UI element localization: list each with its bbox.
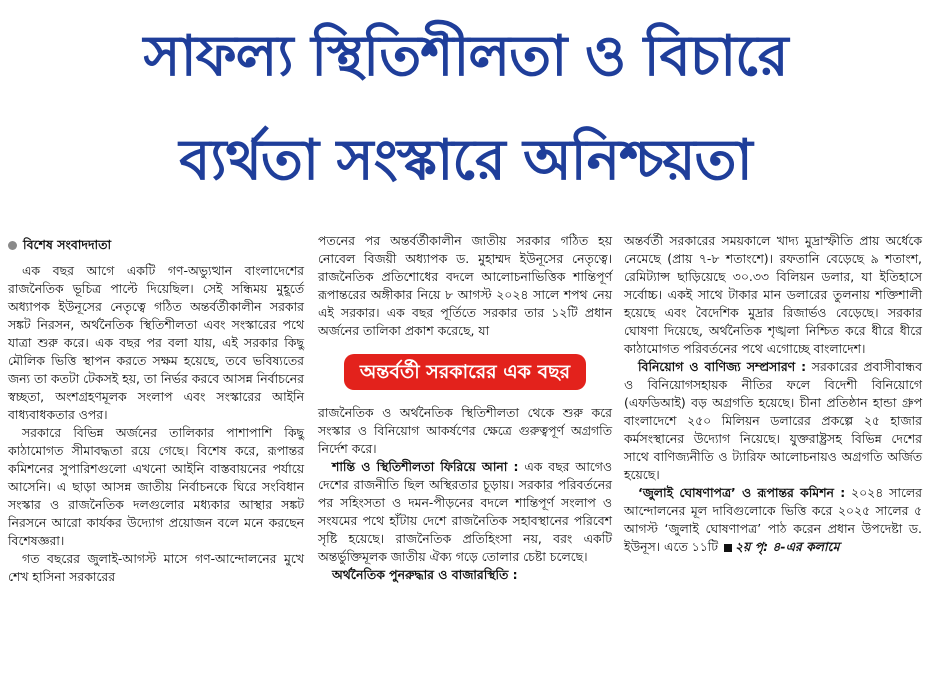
bullet-icon [8, 241, 17, 250]
continuation-note: ২য় পৃ: ৪-এর কলামে [735, 539, 840, 554]
byline-text: বিশেষ সংবাদদাতা [23, 237, 112, 252]
square-bullet-icon [724, 544, 732, 552]
paragraph: সরকারে বিভিন্ন অর্জনের তালিকার পাশাপাশি কিছু কাঠামোগত সীমাবদ্ধতা রয়ে গেছে। বিশেষ করে, রূপান্তর কমিশনের সুপারিশগুলো এখনো আইনি বাস্তবায়নের পর্যায়ে আসেনি। এ ছাড়া আসন্ন জাতীয় নির্বাচনকে ঘিরে সংবিধান সংস্কার ও রাজনৈতিক দলগুলোর মধ্যকার আস্থার সঙ্কট নিরসনে আরো কার্যকর উদ্যোগ প্রয়োজন বলে মনে করছেন বিশেষজ্ঞরা। [8, 425, 304, 548]
headline-line-1: সাফল্য স্থিতিশীলতা ও বিচারে [143, 24, 788, 89]
paragraph-text: এক বছর আগেও দেশের রাজনীতি ছিল অস্থিরতার চূড়ায়। সরকার পরিবর্তনের পর সহিংসতা ও দমন-পীড়নের বদলে শান্তিপূর্ণ সংলাপ ও সংযমের পথে হাঁটায় দেশে রাজনৈতিক সহাবস্থানের পরিবেশ সৃষ্টি হয়েছে। রাজনৈতিক প্রতিহিংসা নয়, বরং একটি অন্তর্ভুক্তিমূলক জাতীয় ঐক্য গড়ে তোলার চেষ্টা চলেছে। [318, 459, 612, 564]
paragraph: গত বছরের জুলাই-আগস্ট মাসে গণ-আন্দোলনের মুখে শেখ হাসিনা সরকারের [8, 551, 304, 584]
headline-line-2: ব্যর্থতা সংস্কারে অনিশ্চয়তা [179, 128, 752, 193]
paragraph: এক বছর আগে একটি গণ-অভ্যুত্থান বাংলাদেশের রাজনৈতিক ভূচিত্র পাল্টে দিয়েছিল। সেই সন্ধিময় মুহূর্তে অধ্যাপক ইউনূসের নেতৃত্বে গঠিত অন্তর্বর্তীকালীন সরকার সঙ্কট নিরসন, অর্থনৈতিক স্থিতিশীলতা এবং সংস্কারের পথে যাত্রা শুরু করে। এক বছর পর বলা যায়, এই সরকার কিছু মৌলিক ভিত্তি স্থাপন করতে সক্ষম হয়েছে, তবে ভবিষ্যতের জন্য তা কতটা টেকসই হয়, তা নির্ভর করবে আসন্ন নির্বাচনের স্বচ্ছতা, অংশগ্রহণমূলক সংলাপ এবং সংস্কারের আইনি বাধ্যবাধকতার ওপর। [8, 263, 304, 422]
paragraph: অন্তর্বর্তী সরকারের সময়কালে খাদ্য মুদ্রাস্ফীতি প্রায় অর্ধেকে নেমেছে (প্রায় ৭-৮ শতাংশে)। রফতানি বেড়েছে ৯ শতাংশ, রেমিট্যান্স ছাড়িয়েছে ৩০.৩৩ বিলিয়ন ডলার, যা ইতিহাসে সর্বোচ্চ। একই সাথে টাকার মান ডলারের তুলনায় শক্তিশালী হয়েছে এবং বৈদেশিক মুদ্রার রিজার্ভও বেড়েছে। সরকার ঘোষণা দিয়েছে, অর্থনৈতিক শৃঙ্খলা নিশ্চিত করে ধীরে ধীরে কাঠামোগত পরিবর্তনের পথে এগোচ্ছে বাংলাদেশ। [624, 233, 922, 356]
section-banner [318, 354, 612, 390]
paragraph [318, 566, 612, 584]
section-banner-label: অন্তর্বর্তী সরকারের এক বছর [344, 354, 586, 390]
subheading: বিনিয়োগ ও বাণিজ্য সম্প্রসারণ : [638, 359, 807, 374]
subheading: শান্তি ও স্থিতিশীলতা ফিরিয়ে আনা : [332, 459, 519, 474]
subheading: অর্থনৈতিক পুনরুদ্ধার ও বাজারস্থিতি : [332, 567, 518, 582]
article-column-1 [8, 232, 304, 586]
paragraph [318, 458, 612, 566]
paragraph-text: সরকারের প্রবাসীবান্ধব ও বিনিয়োগসহায়ক নীতির ফলে বিদেশী বিনিয়োগে (এফডিআই) বড় অগ্রগতি হয়েছে। চীনা প্রতিষ্ঠান হান্ডা গ্রুপ বাংলাদেশে ২৫০ মিলিয়ন ডলারের প্রকল্পে ২৫ হাজার কর্মসংস্থানের উদ্যোগ নিয়েছে। যুক্তরাষ্ট্রসহ বিভিন্ন দেশের সাথে বাণিজ্যনীতি ও ট্যারিফ আলোচনায়ও অগ্রগতি অর্জিত হয়েছে। [624, 359, 922, 482]
paragraph: রাজনৈতিক ও অর্থনৈতিক স্থিতিশীলতা থেকে শুরু করে সংস্কার ও বিনিয়োগ আকর্ষণের ক্ষেত্রে গুরুত্বপূর্ণ অগ্রগতি নির্দেশ করে। [318, 405, 612, 456]
paragraph [624, 484, 922, 556]
article-column-2 [318, 232, 612, 584]
byline [8, 236, 304, 254]
article-column-3 [624, 232, 922, 556]
paragraph-text: ২০২৪ সালের আন্দোলনের মূল দাবিগুলোকে ভিত্তি করে ২০২৫ সালের ৫ আগস্ট ‘জুলাই ঘোষণাপত্র’ পাঠ করেন প্রধান উপদেষ্টা ড. ইউনূস। এতে ১১টি [624, 485, 922, 554]
subheading: ‘জুলাই ঘোষণাপত্র’ ও রূপান্তর কমিশন : [638, 485, 846, 500]
paragraph: পতনের পর অন্তর্বর্তীকালীন জাতীয় সরকার গঠিত হয় নোবেল বিজয়ী অধ্যাপক ড. মুহাম্মদ ইউনূসের নেতৃত্বে। রাজনৈতিক প্রতিশোধের বদলে আলোচনাভিত্তিক শান্তিপূর্ণ রূপান্তরের অঙ্গীকার নিয়ে ৮ আগস্ট ২০২৪ সালে শপথ নেয় এই সরকার। এক বছর পূর্তিতে সরকার তার ১২টি প্রধান অর্জনের তালিকা প্রকাশ করেছে, যা [318, 233, 612, 338]
paragraph [624, 358, 922, 484]
